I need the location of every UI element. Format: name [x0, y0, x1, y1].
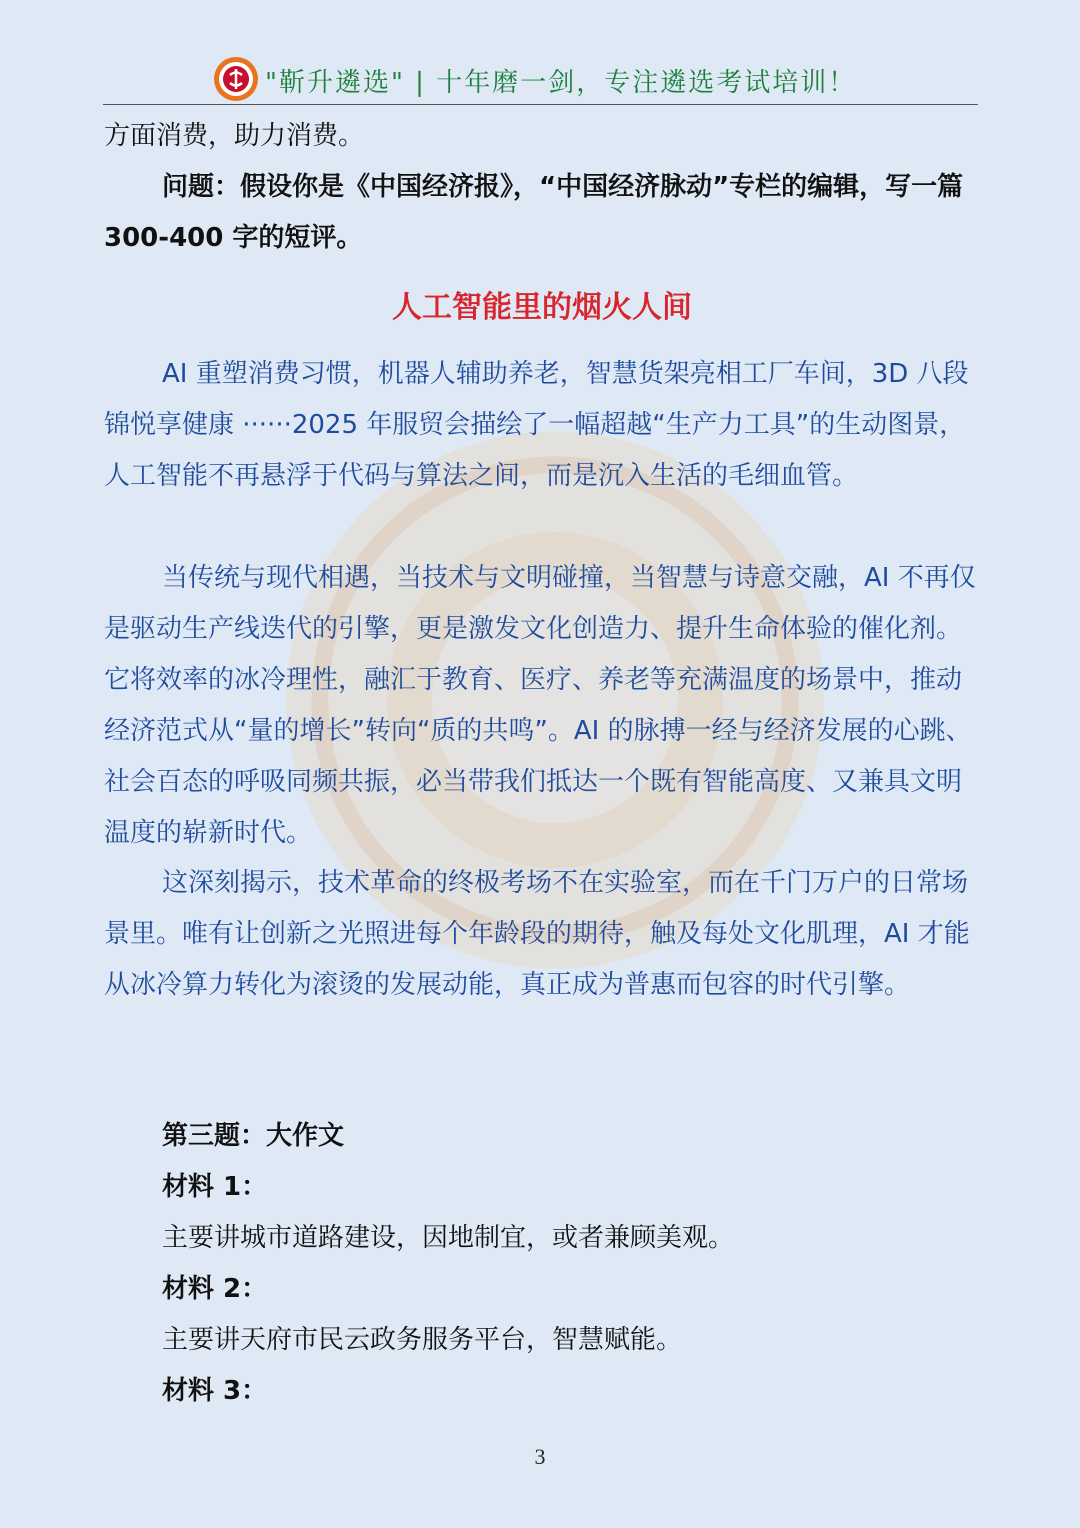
- essay-title: 人工智能里的烟火人间: [392, 290, 692, 325]
- material-1-label: 材料 1：: [162, 1172, 268, 1202]
- material-2-text: 主要讲天府市民云政务服务平台，智慧赋能。: [162, 1325, 683, 1355]
- paragraph-continuation: 方面消费，助力消费。: [104, 121, 365, 151]
- header-slogan: "靳升遴选" | 十年磨一剑，专注遴选考试培训！: [265, 68, 857, 98]
- essay-paragraph-1: AI 重塑消费习惯，机器人辅助养老，智慧货架亮相工厂车间，3D 八段锦悦享健康 ······2025 年服贸会描绘了一幅超越“生产力工具”的生动图景，人工智能不再悬浮于代码与算法之间，而是沉入生活的毛细血管。: [104, 359, 969, 491]
- material-1-text: 主要讲城市道路建设，因地制宜，或者兼顾美观。: [162, 1223, 735, 1253]
- question-text: 问题：假设你是《中国经济报》，“中国经济脉动”专栏的编辑，写一篇 300-400 字的短评。: [104, 172, 964, 253]
- essay-paragraph-3: 这深刻揭示，技术革命的终极考场不在实验室，而在千门万户的日常场景里。唯有让创新之光照进每个年龄段的期待，触及每处文化肌理，AI 才能从冰冷算力转化为滚烫的发展动能，真正成为普惠而包容的时代引擎。: [104, 868, 970, 1000]
- page-header: [103, 52, 978, 105]
- material-3-label: 材料 3：: [162, 1376, 268, 1406]
- page-number: 3: [534, 1444, 546, 1469]
- section-heading: 第三题：大作文: [162, 1121, 345, 1151]
- essay-paragraph-2: 当传统与现代相遇，当技术与文明碰撞，当智慧与诗意交融，AI 不再仅是驱动生产线迭代的引擎，更是激发文化创造力、提升生命体验的催化剂。它将效率的冰冷理性，融汇于教育、医疗、养老等充满温度的场景中，推动经济范式从“量的增长”转向“质的共鸣”。AI 的脉搏一经与经济发展的心跳、社会百态的呼吸同频共振，必当带我们抵达一个既有智能高度、又兼具文明温度的崭新时代。: [104, 563, 976, 848]
- logo-icon: [213, 56, 259, 102]
- material-2-label: 材料 2：: [162, 1274, 268, 1304]
